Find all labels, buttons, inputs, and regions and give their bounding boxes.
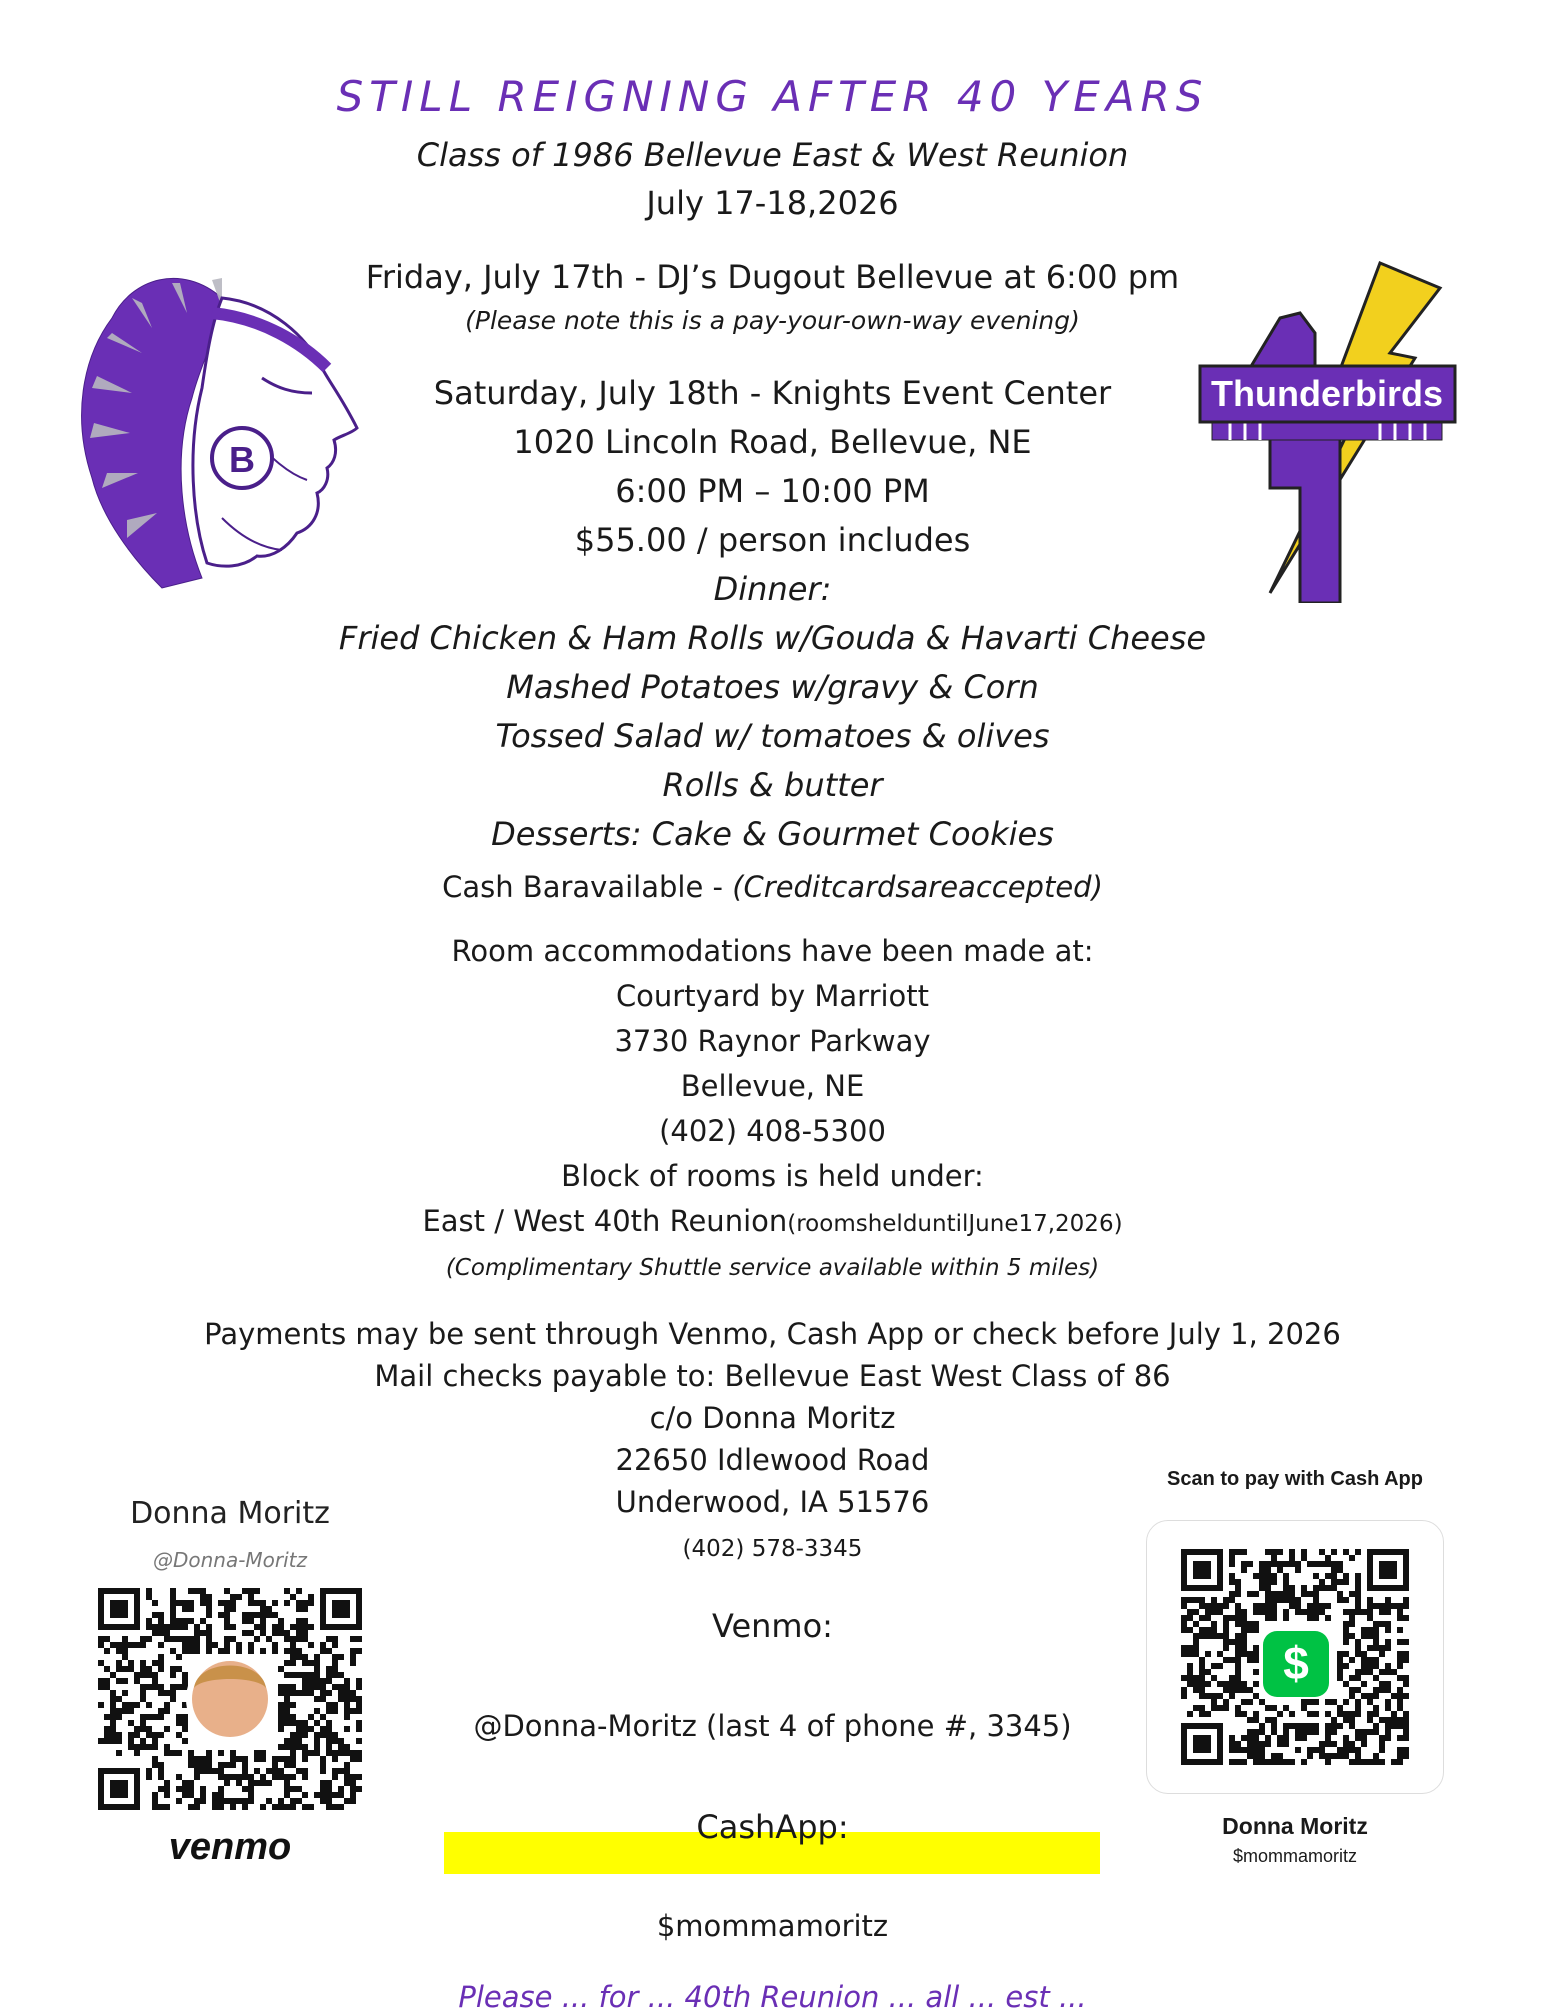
friday-line: Friday, July 17th - DJ’s Dugout Bellevue at 6:00 pm [365,258,1180,296]
cash-bar-note: (Creditcardsareaccepted) [732,870,1103,904]
payment-phone: (402) 578-3345 [682,1536,863,1562]
thunderbird-icon [1190,258,1460,603]
qr-code-icon [1147,1521,1443,1793]
saturday-price: $55.00 / person includes [574,521,971,559]
menu-item: Mashed Potatoes w/gravy & Corn [506,668,1039,706]
block-line [0,1204,1545,1238]
venmo-label: Venmo: [712,1607,833,1645]
cashapp-caption: Scan to pay with Cash App [1167,1468,1423,1490]
event-dates: July 17-18,2026 [646,184,899,222]
menu-item: Rolls & butter [662,766,883,804]
cashapp-card-handle: $mommamoritz [1232,1846,1357,1866]
qr-code-icon [98,1588,362,1810]
hotel-name: Courtyard by Marriott [615,979,930,1013]
block-note: (roomshelduntilJune17,2026) [787,1211,1123,1237]
block-label: Block of rooms is held under: [561,1159,984,1193]
bellevue-west-logo [1190,258,1460,603]
hotel-street: 3730 Raynor Parkway [614,1024,931,1058]
menu-item: Tossed Salad w/ tomatoes & olives [495,717,1050,755]
cashapp-handle: $mommamoritz [656,1909,889,1943]
saturday-venue: Saturday, July 18th - Knights Event Center [433,374,1112,412]
block-name: East / West 40th Reunion [422,1204,788,1238]
cashapp-qr-frame[interactable] [1146,1520,1444,1794]
saturday-time: 6:00 PM – 10:00 PM [615,472,930,510]
cash-bar-line [0,870,1545,904]
medallion-letter: B [229,439,255,480]
bellevue-east-logo [72,258,372,593]
venmo-handle: @Donna-Moritz (last 4 of phone #, 3345) [473,1709,1072,1743]
payment-city: Underwood, IA 51576 [615,1485,930,1519]
shuttle-note: (Complimentary Shuttle service available within 5 miles) [445,1255,1100,1281]
menu-item: Desserts: Cake & Gourmet Cookies [491,815,1054,853]
venmo-brand: venmo [168,1826,292,1868]
venmo-card-handle: @Donna-Moritz [152,1548,308,1572]
dollar-icon: $ [1283,1637,1309,1689]
venmo-card-name: Donna Moritz [130,1496,330,1531]
hotel-phone: (402) 408-5300 [659,1114,886,1148]
event-title: STILL REIGNING AFTER 40 YEARS [336,72,1209,121]
event-subtitle: Class of 1986 Bellevue East & West Reunion [416,136,1129,174]
payment-street: 22650 Idlewood Road [615,1443,930,1477]
friday-note: (Please note this is a pay-your-own-way evening) [465,306,1080,335]
cashapp-card-name: Donna Moritz [1222,1813,1368,1839]
hotel-city: Bellevue, NE [680,1069,865,1103]
cashapp-label: CashApp: [696,1808,849,1846]
payment-line1: Payments may be sent through Venmo, Cash App or check before July 1, 2026 [204,1317,1341,1351]
payment-line2: Mail checks payable to: Bellevue East West Class of 86 [374,1359,1171,1393]
thunderbirds-text: Thunderbirds [1211,373,1443,414]
rooms-intro: Room accommodations have been made at: [451,934,1094,968]
venmo-qr-code[interactable] [98,1588,362,1810]
chieftain-icon [72,258,372,593]
cash-bar-text: Cash Baravailable - [442,870,733,904]
footer-partial: Please ... for ... 40th Reunion ... all ... est ... [458,1980,1087,2014]
menu-item: Fried Chicken & Ham Rolls w/Gouda & Havarti Cheese [338,619,1207,657]
dinner-label: Dinner: [713,570,832,608]
saturday-address: 1020 Lincoln Road, Bellevue, NE [513,423,1032,461]
payment-co: c/o Donna Moritz [649,1401,896,1435]
